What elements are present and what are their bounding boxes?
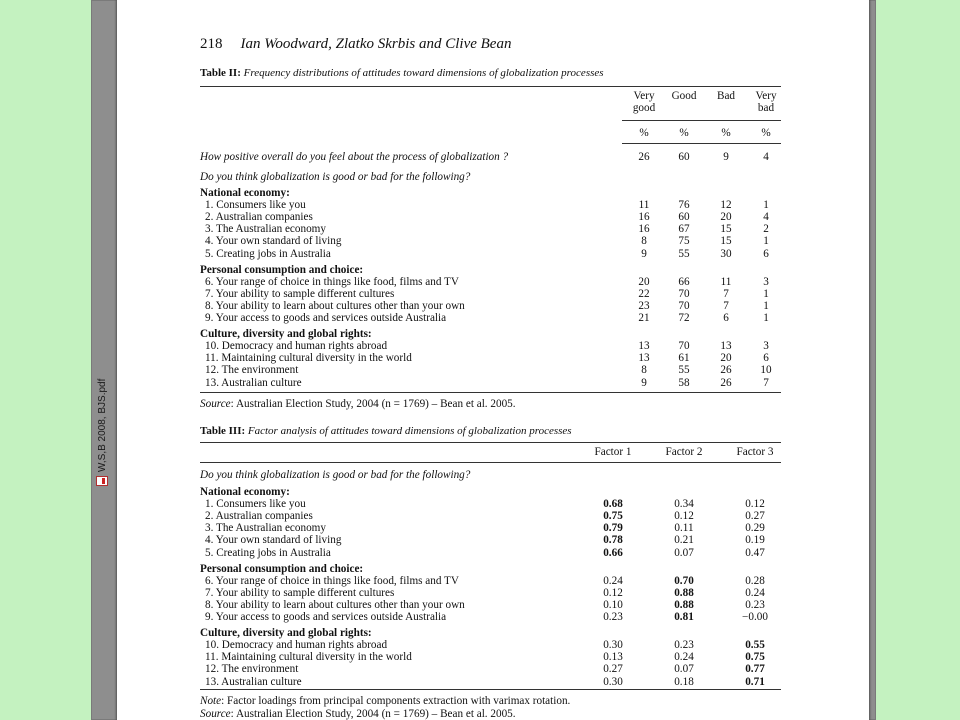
table3-group-heading: Personal consumption and choice: bbox=[200, 562, 364, 575]
table3-row-label: 11. Maintaining cultural diversity in the world bbox=[205, 651, 412, 664]
table2-header-rule bbox=[622, 120, 781, 121]
table2-cell: 20 bbox=[720, 352, 732, 365]
table2-cell: 6 bbox=[763, 247, 769, 260]
table2-caption bbox=[200, 67, 604, 79]
running-header bbox=[200, 36, 511, 53]
table2-cell: 6 bbox=[763, 352, 769, 365]
table2-source-label: Source bbox=[200, 398, 231, 410]
table2-cell: 26 bbox=[638, 151, 650, 163]
table2-cell: 7 bbox=[723, 287, 729, 300]
table2-row-label: 3. The Australian economy bbox=[205, 223, 326, 236]
table3-cell: 0.07 bbox=[674, 546, 694, 559]
table2-cell: 20 bbox=[638, 275, 650, 288]
table3-source-label: Source bbox=[200, 708, 231, 720]
table2-overall-question: How positive overall do you feel about the process of globalization ? bbox=[200, 151, 509, 163]
table2-row-label: 9. Your access to goods and services outside Australia bbox=[205, 312, 447, 324]
table2-col-header: Good bbox=[671, 90, 697, 102]
table2-header-rule bbox=[622, 143, 781, 144]
table3-col-header: Factor 3 bbox=[736, 446, 774, 458]
table2-cell: 70 bbox=[678, 340, 690, 353]
table2-cell: 13 bbox=[638, 352, 650, 365]
table3-title: Factor analysis of attitudes toward dimensions of globalization processes bbox=[245, 425, 572, 437]
table2-unit: % bbox=[761, 127, 771, 139]
table-rule bbox=[200, 462, 781, 463]
table2-cell: 55 bbox=[678, 364, 690, 377]
table3-cell: 0.30 bbox=[603, 639, 623, 652]
table2-col-header: Bad bbox=[716, 90, 736, 102]
table3-row-label: 12. The environment bbox=[205, 663, 299, 676]
table2-title: Frequency distributions of attitudes toward dimensions of globalization processes bbox=[240, 67, 604, 79]
table3-cell: 0.71 bbox=[745, 675, 765, 688]
table3-note-text: : Factor loadings from principal components extraction with varimax rotation. bbox=[221, 695, 571, 707]
table3-cell: 0.88 bbox=[674, 598, 694, 611]
table2-cell: 9 bbox=[723, 151, 729, 163]
table3-cell: 0.29 bbox=[745, 522, 765, 535]
table2-row-label: 13. Australian culture bbox=[205, 376, 302, 389]
table3-cell: 0.24 bbox=[603, 574, 623, 587]
table3-row-label: 7. Your ability to sample different cultures bbox=[205, 586, 395, 599]
table3-source-text: : Australian Election Study, 2004 (n = 1769) – Bean et al. 2005. bbox=[230, 708, 516, 720]
table2-row-label: 2. Australian companies bbox=[205, 211, 313, 224]
table2-unit: % bbox=[721, 127, 731, 139]
table3-cell: 0.07 bbox=[674, 663, 694, 676]
page-number: 218 bbox=[200, 36, 223, 52]
table2-cell: 8 bbox=[641, 235, 647, 248]
header-authors: Ian Woodward, Zlatko Skrbis and Clive Bean bbox=[240, 36, 512, 52]
table2-cell: 70 bbox=[678, 299, 690, 312]
table2-subquestion: Do you think globalization is good or bad for the following? bbox=[200, 171, 471, 183]
table3-label: Table III: bbox=[200, 425, 246, 437]
table2-col-header-line2: bad bbox=[757, 102, 775, 114]
table3-row-label: 2. Australian companies bbox=[205, 510, 313, 523]
table3-cell: 0.19 bbox=[745, 534, 765, 547]
table2-cell: 4 bbox=[763, 151, 769, 163]
table2-cell: 11 bbox=[638, 199, 650, 212]
table2-row-label: 4. Your own standard of living bbox=[205, 235, 342, 248]
table3-col-header: Factor 2 bbox=[665, 446, 703, 458]
table3-cell: 0.27 bbox=[603, 663, 623, 676]
table2-cell: 70 bbox=[678, 287, 690, 300]
table3-cell: 0.75 bbox=[745, 651, 765, 664]
table3-row-label: 10. Democracy and human rights abroad bbox=[205, 639, 388, 652]
table2-row-label: 12. The environment bbox=[205, 364, 299, 377]
table3-row-label: 3. The Australian economy bbox=[205, 522, 326, 535]
table2-cell: 15 bbox=[720, 235, 732, 248]
table3-cell: 0.12 bbox=[674, 510, 694, 523]
table2-cell: 60 bbox=[678, 211, 690, 224]
table2-cell: 7 bbox=[723, 299, 729, 312]
table3-cell: 0.75 bbox=[603, 510, 623, 523]
table2-cell: 76 bbox=[678, 199, 690, 212]
table3-source bbox=[200, 708, 516, 720]
table2-cell: 72 bbox=[678, 312, 690, 324]
table2-col-header: Very bbox=[633, 90, 655, 102]
table3-row-label: 13. Australian culture bbox=[205, 675, 302, 688]
table2-cell: 1 bbox=[763, 199, 769, 212]
table2-cell: 61 bbox=[678, 352, 690, 365]
table2-cell: 26 bbox=[720, 376, 732, 389]
table2-col-header-line2: good bbox=[632, 102, 656, 114]
document-page bbox=[117, 0, 869, 720]
table3-cell: 0.81 bbox=[674, 611, 694, 623]
table2-cell: 22 bbox=[638, 287, 650, 300]
table-rule bbox=[200, 392, 781, 393]
table3-cell: 0.88 bbox=[674, 586, 694, 599]
table2-unit: % bbox=[679, 127, 689, 139]
table3-cell: 0.24 bbox=[745, 586, 765, 599]
table2-cell: 6 bbox=[723, 312, 729, 324]
table2-row-label: 11. Maintaining cultural diversity in the world bbox=[205, 352, 412, 365]
table2-row-label: 5. Creating jobs in Australia bbox=[205, 247, 331, 260]
table3-col-header: Factor 1 bbox=[594, 446, 632, 458]
table3-cell: 0.11 bbox=[674, 522, 694, 535]
table2-cell: 1 bbox=[763, 235, 769, 248]
table-rule bbox=[200, 689, 781, 690]
table2-group-heading: National economy: bbox=[200, 187, 290, 199]
table2-row-label: 8. Your ability to learn about cultures other than your own bbox=[205, 299, 465, 312]
table3-cell: 0.21 bbox=[674, 534, 694, 547]
table2-cell: 1 bbox=[763, 299, 769, 312]
table2-cell: 1 bbox=[763, 287, 769, 300]
table3-cell: −0.00 bbox=[742, 611, 768, 623]
table2-cell: 20 bbox=[720, 211, 732, 224]
table3-row-label: 1. Consumers like you bbox=[205, 498, 306, 511]
table2-row-label: 6. Your range of choice in things like food, films and TV bbox=[205, 275, 459, 288]
table-rule bbox=[200, 86, 781, 87]
table3-cell: 0.10 bbox=[603, 598, 623, 611]
table2-col-header: Very bbox=[755, 90, 777, 102]
table2-group-heading: Culture, diversity and global rights: bbox=[200, 328, 372, 341]
table2-cell: 8 bbox=[641, 364, 647, 377]
table3-note bbox=[200, 695, 570, 707]
table3-cell: 0.23 bbox=[745, 598, 765, 611]
table3-row-label: 6. Your range of choice in things like food, films and TV bbox=[205, 574, 459, 587]
table2-cell: 67 bbox=[678, 223, 690, 236]
table2-cell: 16 bbox=[638, 211, 650, 224]
table2-unit: % bbox=[639, 127, 649, 139]
table3-cell: 0.23 bbox=[674, 639, 694, 652]
table3-cell: 0.34 bbox=[674, 498, 694, 511]
table2-group-heading: Personal consumption and choice: bbox=[200, 263, 364, 276]
table2-row-label: 7. Your ability to sample different cultures bbox=[205, 287, 395, 300]
table3-row-label: 8. Your ability to learn about cultures other than your own bbox=[205, 598, 465, 611]
table3-row-label: 5. Creating jobs in Australia bbox=[205, 546, 331, 559]
table3-cell: 0.27 bbox=[745, 510, 765, 523]
table2-source-text: : Australian Election Study, 2004 (n = 1769) – Bean et al. 2005. bbox=[230, 398, 516, 410]
table2-cell: 21 bbox=[638, 312, 650, 324]
table3-cell: 0.30 bbox=[603, 675, 623, 688]
table2-cell: 66 bbox=[678, 275, 690, 288]
table2-cell: 58 bbox=[678, 376, 690, 389]
table2-cell: 13 bbox=[638, 340, 650, 353]
table2-cell: 16 bbox=[638, 223, 650, 236]
table3-cell: 0.24 bbox=[674, 651, 694, 664]
table3-cell: 0.55 bbox=[745, 639, 765, 652]
table2-source bbox=[200, 398, 516, 410]
table2-label: Table II: bbox=[200, 67, 241, 79]
table3-cell: 0.12 bbox=[603, 586, 623, 599]
table3-row-label: 4. Your own standard of living bbox=[205, 534, 342, 547]
table3-cell: 0.70 bbox=[674, 574, 694, 587]
table2-row-label: 1. Consumers like you bbox=[205, 199, 306, 212]
table3-cell: 0.68 bbox=[603, 498, 623, 511]
table2-cell: 4 bbox=[763, 211, 769, 224]
table2-cell: 1 bbox=[763, 312, 769, 324]
table3-group-heading: National economy: bbox=[200, 486, 290, 498]
table3-caption bbox=[200, 425, 572, 437]
table3-cell: 0.47 bbox=[745, 546, 765, 559]
table2-cell: 23 bbox=[638, 299, 650, 312]
table3-cell: 0.18 bbox=[674, 675, 694, 688]
table2-cell: 13 bbox=[720, 340, 732, 353]
table2-cell: 12 bbox=[720, 199, 732, 212]
table-rule bbox=[200, 442, 781, 443]
table2-cell: 60 bbox=[678, 151, 690, 163]
table3-cell: 0.66 bbox=[603, 546, 623, 559]
table2-cell: 3 bbox=[763, 275, 769, 288]
attachment-tab[interactable] bbox=[93, 378, 115, 498]
table2-cell: 9 bbox=[641, 376, 647, 389]
table3-subquestion: Do you think globalization is good or bad for the following? bbox=[200, 469, 471, 481]
table2-cell: 30 bbox=[720, 247, 732, 260]
table2-cell: 11 bbox=[720, 275, 732, 288]
table3-cell: 0.78 bbox=[603, 534, 623, 547]
table3-cell: 0.13 bbox=[603, 651, 623, 664]
table3-cell: 0.77 bbox=[745, 663, 765, 676]
table2-cell: 3 bbox=[763, 340, 769, 353]
table2-cell: 10 bbox=[760, 364, 772, 377]
table3-group-heading: Culture, diversity and global rights: bbox=[200, 627, 372, 640]
table3-cell: 0.79 bbox=[603, 522, 623, 535]
table3-note-label: Note bbox=[200, 695, 222, 707]
table3-cell: 0.23 bbox=[603, 611, 623, 623]
table2-cell: 15 bbox=[720, 223, 732, 236]
table2-cell: 26 bbox=[720, 364, 732, 377]
table2-cell: 2 bbox=[763, 223, 769, 236]
table2-row-label: 10. Democracy and human rights abroad bbox=[205, 340, 388, 353]
table2-cell: 55 bbox=[678, 247, 690, 260]
table3-cell: 0.28 bbox=[745, 574, 765, 587]
attachment-filename: W,S,B 2008, BJS.pdf bbox=[96, 378, 108, 472]
pdf-file-icon bbox=[96, 476, 108, 486]
table3-cell: 0.12 bbox=[745, 498, 765, 511]
table2-cell: 9 bbox=[641, 247, 647, 260]
table3-row-label: 9. Your access to goods and services outside Australia bbox=[205, 611, 447, 623]
table2-cell: 75 bbox=[678, 235, 690, 248]
table2-cell: 7 bbox=[763, 376, 769, 389]
